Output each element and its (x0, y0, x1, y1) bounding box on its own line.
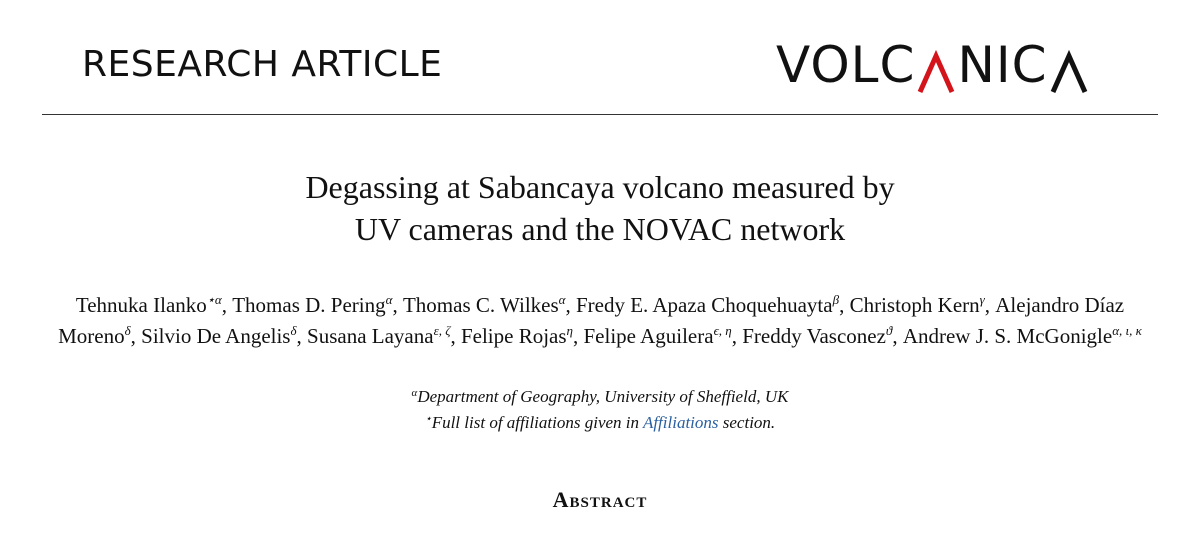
author-separator: , (839, 293, 845, 317)
title-line-1: Degassing at Sabancaya volcano measured by (305, 169, 895, 205)
author (576, 293, 844, 317)
author-affiliation-mark: α, ι, κ (1112, 323, 1142, 338)
author-separator: , (221, 293, 233, 317)
author-affiliation-mark: γ (979, 292, 985, 307)
affiliation-note (0, 413, 1200, 433)
author (76, 293, 232, 317)
author-separator: , (130, 324, 142, 348)
abstract-heading: Abstract (552, 487, 648, 512)
author (461, 324, 584, 348)
journal-logo (776, 36, 1090, 94)
author (742, 324, 903, 348)
author (850, 293, 996, 317)
author-separator: , (984, 293, 996, 317)
author (307, 324, 461, 348)
affiliation-note-mark: ⋆ (424, 413, 432, 425)
author (584, 324, 743, 348)
author-affiliation-mark: ϵ, η (713, 323, 732, 338)
author-affiliation-mark: α (385, 292, 393, 307)
author-affiliation-mark: δ (290, 323, 297, 338)
affiliation-text: Department of Geography, University of Sheffield, UK (417, 387, 789, 406)
author-name: Fredy E. Apaza Choquehuayta (575, 293, 833, 317)
author-name: Alejandro Díaz Moreno (58, 293, 1125, 348)
author-name: Andrew J. S. McGonigle (902, 324, 1113, 348)
logo-text-part1: VOLC (776, 36, 916, 94)
author-affiliation-mark: δ (124, 323, 131, 338)
author (141, 324, 307, 348)
affiliations-link[interactable]: Affiliations (642, 413, 719, 432)
author-name: Silvio De Angelis (141, 324, 291, 348)
author-separator: , (892, 324, 903, 348)
article-title (0, 166, 1200, 250)
author-separator: , (296, 324, 308, 348)
author-name: Susana Layana (307, 324, 434, 348)
author-name: Felipe Rojas (460, 324, 567, 348)
author (403, 293, 576, 317)
author-name: Thomas C. Wilkes (402, 293, 559, 317)
affiliation-note-suffix: section. (718, 413, 776, 432)
author-list (40, 290, 1160, 352)
author-name: Thomas D. Pering (232, 293, 386, 317)
author-separator: , (450, 324, 461, 348)
affiliation-note-text: Full list of affiliations given in (431, 413, 643, 432)
author-name: Christoph Kern (849, 293, 980, 317)
author-name: Felipe Aguilera (583, 324, 714, 348)
author-affiliation-mark: ε, ζ (433, 323, 451, 338)
author-affiliation-mark: ϑ (885, 323, 893, 338)
logo-text-part2: NIC (957, 36, 1048, 94)
article-type-label: RESEARCH ARTICLE (82, 44, 443, 85)
title-line-2: UV cameras and the NOVAC network (354, 211, 846, 247)
affiliation-primary (0, 387, 1200, 407)
author-name: Tehnuka Ilanko (75, 293, 207, 317)
author-affiliation-mark: ⋆α (206, 292, 222, 307)
author-name: Freddy Vasconez (742, 324, 886, 348)
author-separator: , (565, 293, 576, 317)
author-affiliation-mark: β (832, 292, 840, 307)
author (903, 324, 1142, 348)
author-separator: , (731, 324, 743, 348)
logo-a-end-icon (1049, 50, 1089, 94)
author-separator: , (573, 324, 584, 348)
affiliation-mark: α (411, 387, 418, 399)
author-separator: , (392, 293, 403, 317)
author-affiliation-mark: η (566, 323, 573, 338)
header-divider (42, 114, 1158, 115)
author-affiliation-mark: α (558, 292, 566, 307)
logo-a-chevron-icon (916, 50, 956, 94)
author (232, 293, 403, 317)
